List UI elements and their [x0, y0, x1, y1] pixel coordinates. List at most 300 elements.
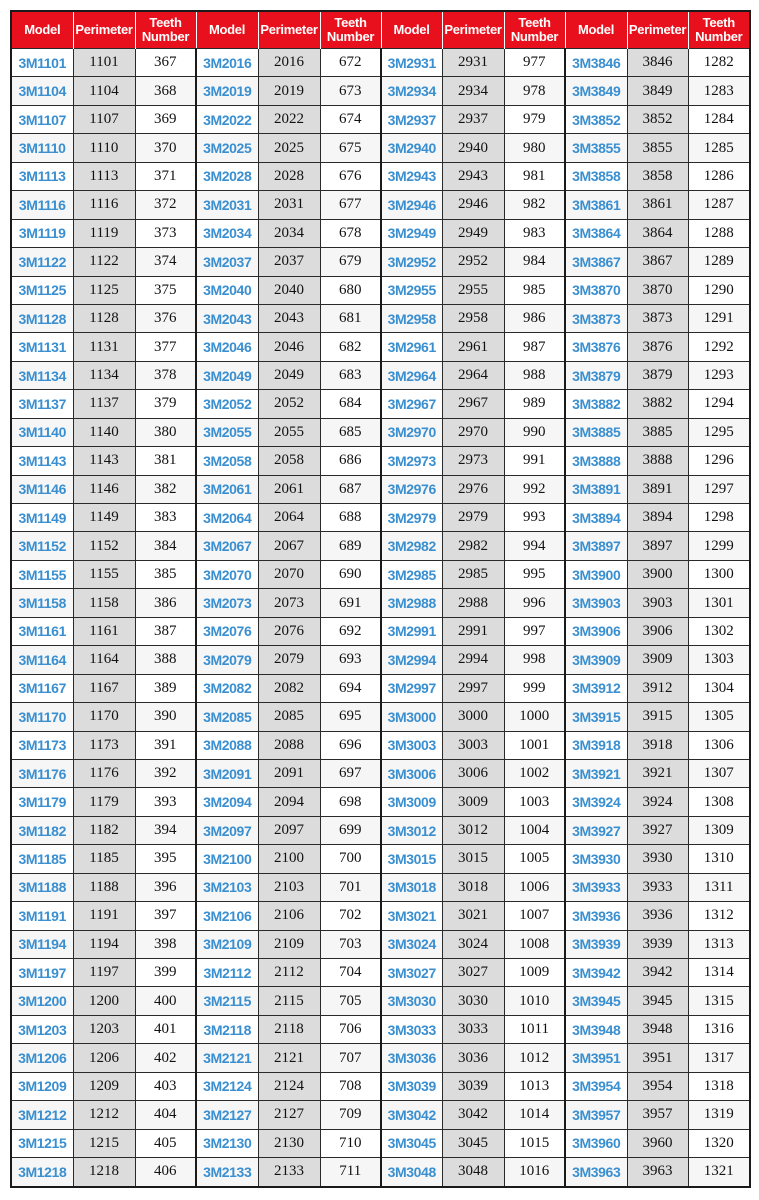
teeth-cell: 987	[504, 333, 565, 361]
teeth-cell: 1006	[504, 873, 565, 901]
header-model: Model	[11, 11, 73, 49]
perimeter-cell: 3933	[627, 873, 688, 901]
teeth-cell: 701	[320, 873, 381, 901]
perimeter-cell: 1203	[73, 1015, 135, 1043]
model-cell: 3M2982	[381, 532, 442, 560]
header-teeth-line1: Teeth	[149, 15, 182, 30]
perimeter-cell: 2955	[442, 276, 504, 304]
model-cell: 3M2949	[381, 219, 442, 247]
teeth-cell: 388	[135, 646, 196, 674]
model-cell: 3M2028	[196, 162, 258, 190]
teeth-cell: 1014	[504, 1101, 565, 1129]
model-cell: 3M1119	[11, 219, 73, 247]
table-row	[11, 504, 750, 532]
model-cell: 3M1173	[11, 731, 73, 759]
table-row	[11, 589, 750, 617]
model-cell: 3M3936	[565, 902, 627, 930]
perimeter-cell: 2037	[258, 248, 320, 276]
perimeter-cell: 1194	[73, 930, 135, 958]
model-cell: 3M3018	[381, 873, 442, 901]
model-cell: 3M2052	[196, 390, 258, 418]
model-cell: 3M3006	[381, 759, 442, 787]
model-cell: 3M3012	[381, 816, 442, 844]
perimeter-cell: 2973	[442, 447, 504, 475]
perimeter-cell: 2109	[258, 930, 320, 958]
teeth-cell: 990	[504, 418, 565, 446]
table-row	[11, 1044, 750, 1072]
perimeter-cell: 2967	[442, 390, 504, 418]
perimeter-cell: 1218	[73, 1158, 135, 1187]
model-cell: 3M1218	[11, 1158, 73, 1187]
perimeter-cell: 3894	[627, 504, 688, 532]
model-cell: 3M2118	[196, 1015, 258, 1043]
table-row	[11, 646, 750, 674]
perimeter-cell: 2070	[258, 560, 320, 588]
perimeter-cell: 3864	[627, 219, 688, 247]
table-row	[11, 191, 750, 219]
perimeter-cell: 3924	[627, 788, 688, 816]
perimeter-cell: 2985	[442, 560, 504, 588]
teeth-cell: 1287	[688, 191, 750, 219]
model-cell: 3M3855	[565, 134, 627, 162]
teeth-cell: 1302	[688, 617, 750, 645]
teeth-cell: 1301	[688, 589, 750, 617]
model-cell: 3M1149	[11, 504, 73, 532]
perimeter-cell: 3885	[627, 418, 688, 446]
model-cell: 3M1206	[11, 1044, 73, 1072]
model-cell: 3M1182	[11, 816, 73, 844]
teeth-cell: 1300	[688, 560, 750, 588]
model-cell: 3M1203	[11, 1015, 73, 1043]
table-row	[11, 304, 750, 332]
perimeter-cell: 1191	[73, 902, 135, 930]
teeth-cell: 690	[320, 560, 381, 588]
model-cell: 3M3876	[565, 333, 627, 361]
teeth-cell: 1007	[504, 902, 565, 930]
perimeter-cell: 3879	[627, 361, 688, 389]
model-cell: 3M2058	[196, 447, 258, 475]
perimeter-cell: 2112	[258, 959, 320, 987]
model-cell: 3M2061	[196, 475, 258, 503]
perimeter-cell: 1110	[73, 134, 135, 162]
model-cell: 3M2049	[196, 361, 258, 389]
teeth-cell: 673	[320, 77, 381, 105]
model-cell: 3M1107	[11, 105, 73, 133]
teeth-cell: 1015	[504, 1129, 565, 1157]
teeth-cell: 367	[135, 49, 196, 77]
perimeter-cell: 1209	[73, 1072, 135, 1100]
teeth-cell: 986	[504, 304, 565, 332]
teeth-cell: 378	[135, 361, 196, 389]
teeth-cell: 705	[320, 987, 381, 1015]
perimeter-cell: 2133	[258, 1158, 320, 1187]
table-row	[11, 987, 750, 1015]
perimeter-cell: 3009	[442, 788, 504, 816]
model-cell: 3M2991	[381, 617, 442, 645]
teeth-cell: 984	[504, 248, 565, 276]
table-row	[11, 248, 750, 276]
table-row	[11, 162, 750, 190]
perimeter-cell: 2979	[442, 504, 504, 532]
model-cell: 3M2076	[196, 617, 258, 645]
teeth-cell: 996	[504, 589, 565, 617]
teeth-cell: 702	[320, 902, 381, 930]
model-cell: 3M2100	[196, 845, 258, 873]
model-cell: 3M2940	[381, 134, 442, 162]
teeth-cell: 387	[135, 617, 196, 645]
perimeter-cell: 1104	[73, 77, 135, 105]
model-cell: 3M1164	[11, 646, 73, 674]
teeth-cell: 1316	[688, 1015, 750, 1043]
perimeter-cell: 3039	[442, 1072, 504, 1100]
header-perimeter: Perimeter	[442, 11, 504, 49]
model-cell: 3M3957	[565, 1101, 627, 1129]
teeth-cell: 369	[135, 105, 196, 133]
perimeter-cell: 3912	[627, 674, 688, 702]
perimeter-cell: 3936	[627, 902, 688, 930]
model-cell: 3M3027	[381, 959, 442, 987]
perimeter-cell: 3906	[627, 617, 688, 645]
perimeter-cell: 2073	[258, 589, 320, 617]
model-cell: 3M2091	[196, 759, 258, 787]
perimeter-cell: 3042	[442, 1101, 504, 1129]
perimeter-cell: 3846	[627, 49, 688, 77]
perimeter-cell: 2034	[258, 219, 320, 247]
model-cell: 3M3849	[565, 77, 627, 105]
teeth-cell: 1319	[688, 1101, 750, 1129]
model-cell: 3M3963	[565, 1158, 627, 1187]
model-cell: 3M1116	[11, 191, 73, 219]
table-row	[11, 845, 750, 873]
teeth-cell: 374	[135, 248, 196, 276]
teeth-cell: 693	[320, 646, 381, 674]
teeth-cell: 711	[320, 1158, 381, 1187]
perimeter-cell: 3852	[627, 105, 688, 133]
teeth-cell: 403	[135, 1072, 196, 1100]
model-cell: 3M2985	[381, 560, 442, 588]
perimeter-cell: 1200	[73, 987, 135, 1015]
perimeter-cell: 2943	[442, 162, 504, 190]
model-cell: 3M2979	[381, 504, 442, 532]
perimeter-cell: 1206	[73, 1044, 135, 1072]
perimeter-cell: 2025	[258, 134, 320, 162]
teeth-cell: 677	[320, 191, 381, 219]
teeth-cell: 1313	[688, 930, 750, 958]
teeth-cell: 1008	[504, 930, 565, 958]
teeth-cell: 393	[135, 788, 196, 816]
teeth-cell: 400	[135, 987, 196, 1015]
model-cell: 3M3918	[565, 731, 627, 759]
table-row	[11, 361, 750, 389]
model-cell: 3M1191	[11, 902, 73, 930]
teeth-cell: 994	[504, 532, 565, 560]
perimeter-cell: 1137	[73, 390, 135, 418]
model-cell: 3M2040	[196, 276, 258, 304]
model-cell: 3M1122	[11, 248, 73, 276]
perimeter-cell: 2058	[258, 447, 320, 475]
teeth-cell: 391	[135, 731, 196, 759]
perimeter-cell: 3942	[627, 959, 688, 987]
model-cell: 3M1155	[11, 560, 73, 588]
teeth-cell: 687	[320, 475, 381, 503]
model-cell: 3M1113	[11, 162, 73, 190]
model-cell: 3M2055	[196, 418, 258, 446]
perimeter-cell: 1212	[73, 1101, 135, 1129]
perimeter-cell: 3882	[627, 390, 688, 418]
perimeter-cell: 3888	[627, 447, 688, 475]
perimeter-cell: 2124	[258, 1072, 320, 1100]
model-cell: 3M2037	[196, 248, 258, 276]
teeth-cell: 704	[320, 959, 381, 987]
perimeter-cell: 2115	[258, 987, 320, 1015]
perimeter-cell: 1161	[73, 617, 135, 645]
teeth-cell: 695	[320, 703, 381, 731]
model-cell: 3M2046	[196, 333, 258, 361]
model-cell: 3M1125	[11, 276, 73, 304]
model-cell: 3M3948	[565, 1015, 627, 1043]
table-row	[11, 674, 750, 702]
perimeter-cell: 3891	[627, 475, 688, 503]
model-cell: 3M3906	[565, 617, 627, 645]
teeth-cell: 700	[320, 845, 381, 873]
table-row	[11, 77, 750, 105]
teeth-cell: 709	[320, 1101, 381, 1129]
model-cell: 3M3894	[565, 504, 627, 532]
header-teeth-line2: Number	[510, 29, 559, 44]
teeth-cell: 385	[135, 560, 196, 588]
model-cell: 3M2025	[196, 134, 258, 162]
teeth-cell: 1013	[504, 1072, 565, 1100]
teeth-cell: 689	[320, 532, 381, 560]
header-teeth-line2: Number	[326, 29, 375, 44]
perimeter-cell: 3036	[442, 1044, 504, 1072]
table-row	[11, 333, 750, 361]
model-cell: 3M2943	[381, 162, 442, 190]
table-row	[11, 959, 750, 987]
teeth-cell: 703	[320, 930, 381, 958]
model-cell: 3M3891	[565, 475, 627, 503]
teeth-cell: 681	[320, 304, 381, 332]
perimeter-cell: 2085	[258, 703, 320, 731]
header-model: Model	[565, 11, 627, 49]
teeth-cell: 1011	[504, 1015, 565, 1043]
model-cell: 3M2070	[196, 560, 258, 588]
perimeter-cell: 1131	[73, 333, 135, 361]
header-teeth-line2: Number	[695, 29, 743, 44]
teeth-cell: 707	[320, 1044, 381, 1072]
teeth-cell: 679	[320, 248, 381, 276]
perimeter-cell: 3915	[627, 703, 688, 731]
model-cell: 3M3885	[565, 418, 627, 446]
perimeter-cell: 1179	[73, 788, 135, 816]
table-row	[11, 219, 750, 247]
perimeter-cell: 1188	[73, 873, 135, 901]
teeth-cell: 995	[504, 560, 565, 588]
teeth-cell: 399	[135, 959, 196, 987]
teeth-cell: 1001	[504, 731, 565, 759]
teeth-cell: 1016	[504, 1158, 565, 1187]
model-cell: 3M1170	[11, 703, 73, 731]
model-cell: 3M2976	[381, 475, 442, 503]
perimeter-cell: 3024	[442, 930, 504, 958]
model-cell: 3M2955	[381, 276, 442, 304]
teeth-cell: 1297	[688, 475, 750, 503]
perimeter-cell: 3960	[627, 1129, 688, 1157]
model-cell: 3M1104	[11, 77, 73, 105]
perimeter-cell: 1197	[73, 959, 135, 987]
perimeter-cell: 1182	[73, 816, 135, 844]
perimeter-cell: 2076	[258, 617, 320, 645]
perimeter-cell: 3849	[627, 77, 688, 105]
model-cell: 3M3009	[381, 788, 442, 816]
perimeter-cell: 2061	[258, 475, 320, 503]
perimeter-cell: 2079	[258, 646, 320, 674]
perimeter-cell: 1176	[73, 759, 135, 787]
teeth-cell: 999	[504, 674, 565, 702]
teeth-cell: 405	[135, 1129, 196, 1157]
teeth-cell: 1315	[688, 987, 750, 1015]
model-cell: 3M3033	[381, 1015, 442, 1043]
teeth-cell: 1283	[688, 77, 750, 105]
perimeter-cell: 3909	[627, 646, 688, 674]
teeth-cell: 368	[135, 77, 196, 105]
perimeter-cell: 3018	[442, 873, 504, 901]
model-cell: 3M3930	[565, 845, 627, 873]
teeth-cell: 1296	[688, 447, 750, 475]
teeth-cell: 398	[135, 930, 196, 958]
teeth-cell: 379	[135, 390, 196, 418]
model-cell: 3M3042	[381, 1101, 442, 1129]
perimeter-cell: 1134	[73, 361, 135, 389]
model-cell: 3M2937	[381, 105, 442, 133]
teeth-cell: 397	[135, 902, 196, 930]
model-cell: 3M2964	[381, 361, 442, 389]
model-cell: 3M1161	[11, 617, 73, 645]
perimeter-cell: 3021	[442, 902, 504, 930]
header-perimeter: Perimeter	[627, 11, 688, 49]
perimeter-cell: 2055	[258, 418, 320, 446]
model-cell: 3M3045	[381, 1129, 442, 1157]
teeth-cell: 1298	[688, 504, 750, 532]
perimeter-cell: 1170	[73, 703, 135, 731]
teeth-cell: 1310	[688, 845, 750, 873]
teeth-cell: 698	[320, 788, 381, 816]
teeth-cell: 1002	[504, 759, 565, 787]
model-cell: 3M3000	[381, 703, 442, 731]
model-cell: 3M2109	[196, 930, 258, 958]
teeth-cell: 1304	[688, 674, 750, 702]
belt-spec-table	[10, 10, 751, 1188]
model-cell: 3M2127	[196, 1101, 258, 1129]
perimeter-cell: 3003	[442, 731, 504, 759]
model-cell: 3M2103	[196, 873, 258, 901]
model-cell: 3M2016	[196, 49, 258, 77]
model-cell: 3M2130	[196, 1129, 258, 1157]
table-row	[11, 1072, 750, 1100]
table-row	[11, 418, 750, 446]
model-cell: 3M2097	[196, 816, 258, 844]
model-cell: 3M2973	[381, 447, 442, 475]
teeth-cell: 1000	[504, 703, 565, 731]
model-cell: 3M1185	[11, 845, 73, 873]
perimeter-cell: 2049	[258, 361, 320, 389]
model-cell: 3M2115	[196, 987, 258, 1015]
perimeter-cell: 2031	[258, 191, 320, 219]
teeth-cell: 380	[135, 418, 196, 446]
perimeter-cell: 1119	[73, 219, 135, 247]
teeth-cell: 372	[135, 191, 196, 219]
header-teeth-line1: Teeth	[334, 15, 367, 30]
perimeter-cell: 1101	[73, 49, 135, 77]
table-row	[11, 731, 750, 759]
teeth-cell: 991	[504, 447, 565, 475]
table-row	[11, 759, 750, 787]
perimeter-cell: 1125	[73, 276, 135, 304]
model-cell: 3M3021	[381, 902, 442, 930]
model-cell: 3M3039	[381, 1072, 442, 1100]
teeth-cell: 381	[135, 447, 196, 475]
teeth-cell: 1318	[688, 1072, 750, 1100]
teeth-cell: 997	[504, 617, 565, 645]
model-cell: 3M3873	[565, 304, 627, 332]
model-cell: 3M1110	[11, 134, 73, 162]
model-cell: 3M3900	[565, 560, 627, 588]
model-cell: 3M1131	[11, 333, 73, 361]
model-cell: 3M3960	[565, 1129, 627, 1157]
teeth-cell: 982	[504, 191, 565, 219]
perimeter-cell: 3954	[627, 1072, 688, 1100]
header-model: Model	[381, 11, 442, 49]
teeth-cell: 1291	[688, 304, 750, 332]
teeth-cell: 1286	[688, 162, 750, 190]
model-cell: 3M2952	[381, 248, 442, 276]
perimeter-cell: 3861	[627, 191, 688, 219]
model-cell: 3M3924	[565, 788, 627, 816]
perimeter-cell: 2097	[258, 816, 320, 844]
perimeter-cell: 2016	[258, 49, 320, 77]
model-cell: 3M1143	[11, 447, 73, 475]
model-cell: 3M2106	[196, 902, 258, 930]
model-cell: 3M1134	[11, 361, 73, 389]
teeth-cell: 684	[320, 390, 381, 418]
table-row	[11, 873, 750, 901]
teeth-cell: 1004	[504, 816, 565, 844]
table-row	[11, 1158, 750, 1187]
teeth-cell: 985	[504, 276, 565, 304]
perimeter-cell: 2970	[442, 418, 504, 446]
teeth-cell: 1009	[504, 959, 565, 987]
teeth-cell: 672	[320, 49, 381, 77]
model-cell: 3M2067	[196, 532, 258, 560]
perimeter-cell: 3921	[627, 759, 688, 787]
model-cell: 3M3879	[565, 361, 627, 389]
perimeter-cell: 2994	[442, 646, 504, 674]
model-cell: 3M1167	[11, 674, 73, 702]
model-cell: 3M2931	[381, 49, 442, 77]
teeth-cell: 1320	[688, 1129, 750, 1157]
model-cell: 3M1194	[11, 930, 73, 958]
table-row	[11, 276, 750, 304]
model-cell: 3M3003	[381, 731, 442, 759]
table-row	[11, 930, 750, 958]
table-row	[11, 1101, 750, 1129]
perimeter-cell: 2991	[442, 617, 504, 645]
teeth-cell: 1321	[688, 1158, 750, 1187]
teeth-cell: 1303	[688, 646, 750, 674]
model-cell: 3M3864	[565, 219, 627, 247]
teeth-cell: 1012	[504, 1044, 565, 1072]
model-cell: 3M1158	[11, 589, 73, 617]
